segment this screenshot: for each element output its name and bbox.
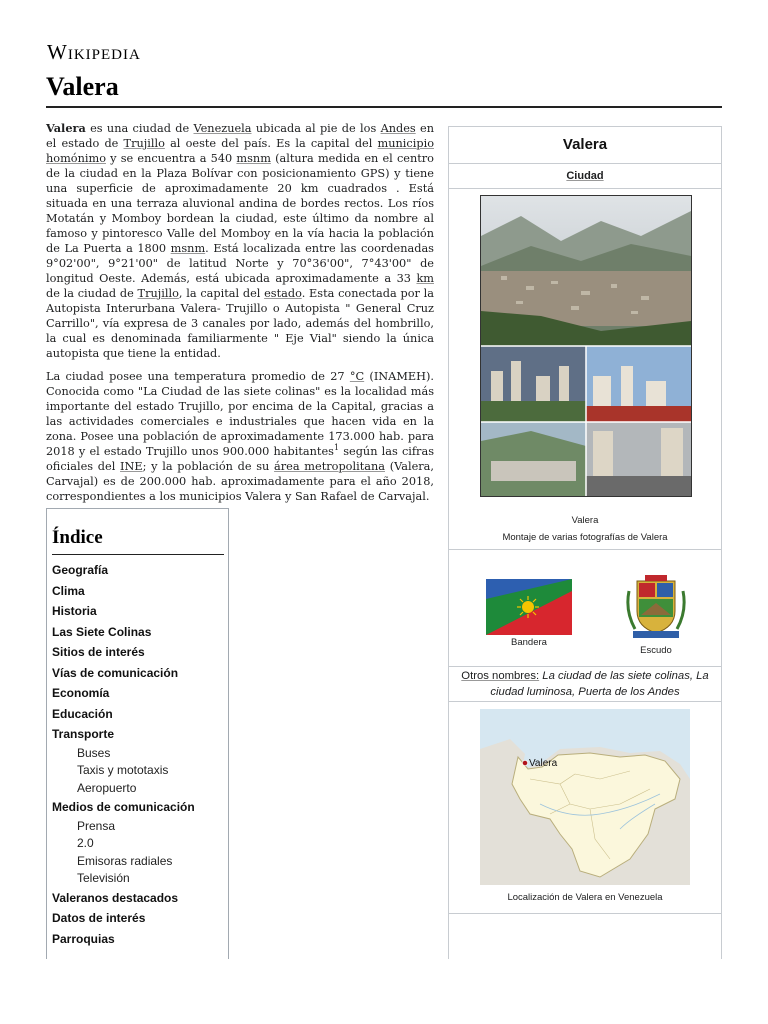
article-link[interactable]: Trujillo	[123, 137, 165, 150]
infobox-divider	[449, 701, 721, 702]
page-title: Valera	[46, 72, 119, 101]
article-body	[46, 121, 434, 512]
other-names-label[interactable]: Otros nombres:	[461, 670, 540, 682]
toc-divider	[52, 554, 224, 555]
infobox	[448, 126, 722, 959]
infobox-divider	[449, 913, 721, 914]
venezuela-map-image	[480, 709, 690, 885]
article-link[interactable]: Venezuela	[193, 122, 252, 135]
city-photo-montage[interactable]	[480, 195, 692, 497]
toc-item[interactable]: Geografía	[52, 563, 109, 577]
toc-item[interactable]: Las Siete Colinas	[52, 624, 152, 639]
photo-subcaption: Montaje de varias fotografías de Valera	[502, 532, 668, 543]
article-link[interactable]: Trujillo	[137, 287, 179, 300]
infobox-type-link[interactable]: Ciudad	[566, 170, 604, 182]
infobox-divider	[449, 549, 721, 550]
title-divider	[46, 106, 722, 108]
citation-link[interactable]: 1	[333, 443, 340, 453]
paragraph-text: . Está localizada entre las coordenadas 9°02'00", 9°21'00" de latitud Norte y 70°36'00", 7°43'00" de longitud Oeste. Además, está ubicada aproximadamente a 33	[46, 242, 434, 285]
paragraph-text: ; y la población de su	[142, 460, 275, 473]
toc-item[interactable]: Sitios de interés	[52, 645, 145, 659]
location-map[interactable]	[480, 709, 690, 885]
toc-item[interactable]: 2.0	[77, 836, 94, 850]
coat-of-arms-caption: Escudo	[640, 645, 672, 656]
article-link[interactable]: estado	[264, 287, 302, 300]
toc-item[interactable]: Educación	[52, 706, 113, 721]
paragraph-text: , la capital del	[178, 287, 265, 300]
toc-item[interactable]: Emisoras radiales	[77, 853, 173, 868]
paragraph-text: y se encuentra a 540	[106, 152, 237, 165]
toc-item[interactable]: Economía	[52, 686, 110, 700]
toc-item[interactable]: Medios de comunicación	[52, 800, 195, 814]
infobox-type	[449, 164, 721, 189]
article-link[interactable]: municipio homónimo	[46, 137, 434, 165]
article-link[interactable]: msnm	[170, 242, 206, 255]
toc-item[interactable]: Parroquias	[52, 931, 115, 946]
paragraph-text: según las cifras oficiales del	[46, 445, 434, 473]
table-of-contents	[46, 508, 229, 959]
toc-item[interactable]: Taxis y mototaxis	[77, 763, 169, 777]
toc-item[interactable]: Televisión	[77, 871, 130, 885]
article-link[interactable]: Andes	[380, 122, 416, 135]
map-caption: Localización de Valera en Venezuela	[507, 892, 663, 903]
paragraph-text: (Valera, Carvajal) es de 200.000 hab. aproximadamente para el año 2018, correspondientes a los municipios Valera y San Rafael de Carvajal.	[46, 460, 434, 503]
other-names-value: La ciudad de las siete colinas, La ciudad luminosa, Puerta de los Andes	[490, 670, 709, 698]
paragraph-text: de la ciudad de	[46, 287, 138, 300]
paragraph-text: al oeste del país. Es la capital del	[164, 137, 378, 150]
article-link[interactable]: msnm	[236, 152, 271, 165]
article-link[interactable]: área metropolitana	[274, 460, 385, 473]
paragraph-text: La ciudad posee una temperatura promedio de 27	[46, 370, 350, 383]
toc-item[interactable]: Transporte	[52, 727, 115, 741]
photo-caption: Valera	[571, 515, 599, 526]
paragraph-text: ubicada al pie de los	[251, 122, 381, 135]
flag-icon	[486, 579, 572, 635]
infobox-divider	[449, 666, 721, 667]
flag-image[interactable]	[486, 579, 572, 635]
paragraph-text: . Esta conectada por la Autopista Interurbana Valera- Trujillo o Autopista " General Cruz Carrillo", vía expresa de 3 canales por lado, además del hombrillo, la cual es denominada familiarmente " Eje Vial" siendo la única autopista que tiene la entidad.	[46, 287, 434, 360]
coat-of-arms-icon	[623, 571, 689, 641]
map-marker-label: Valera	[529, 758, 558, 769]
flag-caption: Bandera	[511, 637, 547, 648]
intro-paragraph-2	[46, 369, 434, 504]
article-link[interactable]: INE	[120, 460, 143, 473]
toc-item[interactable]: Vías de comunicación	[52, 665, 179, 680]
paragraph-text: (INAMEH). Conocida como "La Ciudad de las siete colinas" es la localidad más importante del estado Trujillo, por encima de la Capital, gracias a las actividades comerciales e industriales que hacen vida en la zona. Posee una población de aproximadamente 173.000 hab. para 2018 y el estado Trujillo unos 900.000 habitantes	[46, 370, 435, 458]
infobox-title: Valera	[449, 127, 721, 164]
toc-item[interactable]: Valeranos destacados	[52, 890, 179, 905]
toc-item[interactable]: Clima	[52, 583, 85, 598]
paragraph-text: en el estado de	[46, 122, 434, 150]
paragraph-text: (altura medida en el centro de la ciudad en la Plaza Bolívar con posicionamiento GPS) y tiene una superficie de aproximadamente 20 km cuadrados . Está situada en una terraza aluvional andina de bordes rectos. Los ríos Motatán y Momboy bordean la ciudad, este último da nombre al famoso y pintoresco Valle del Momboy en la vía hacia la población de La Puerta a 1800	[46, 152, 434, 255]
article-link[interactable]: km	[416, 272, 434, 285]
paragraph-text: es una ciudad de	[85, 122, 194, 135]
toc-item[interactable]: Prensa	[77, 818, 116, 833]
coat-of-arms-image[interactable]	[623, 571, 689, 641]
toc-item[interactable]: Buses	[77, 745, 111, 760]
article-subject: Valera	[46, 121, 86, 135]
intro-paragraph-1	[46, 121, 434, 361]
wikipedia-logo[interactable]: Wikipedia	[47, 40, 141, 64]
other-names	[453, 668, 717, 700]
toc-list	[52, 560, 224, 949]
toc-item[interactable]: Aeropuerto	[77, 780, 137, 795]
toc-item[interactable]: Historia	[52, 604, 97, 618]
toc-title: Índice	[52, 527, 103, 548]
article-link[interactable]: °C	[349, 370, 365, 383]
toc-item[interactable]: Datos de interés	[52, 911, 146, 925]
photo-montage-image	[481, 196, 691, 496]
